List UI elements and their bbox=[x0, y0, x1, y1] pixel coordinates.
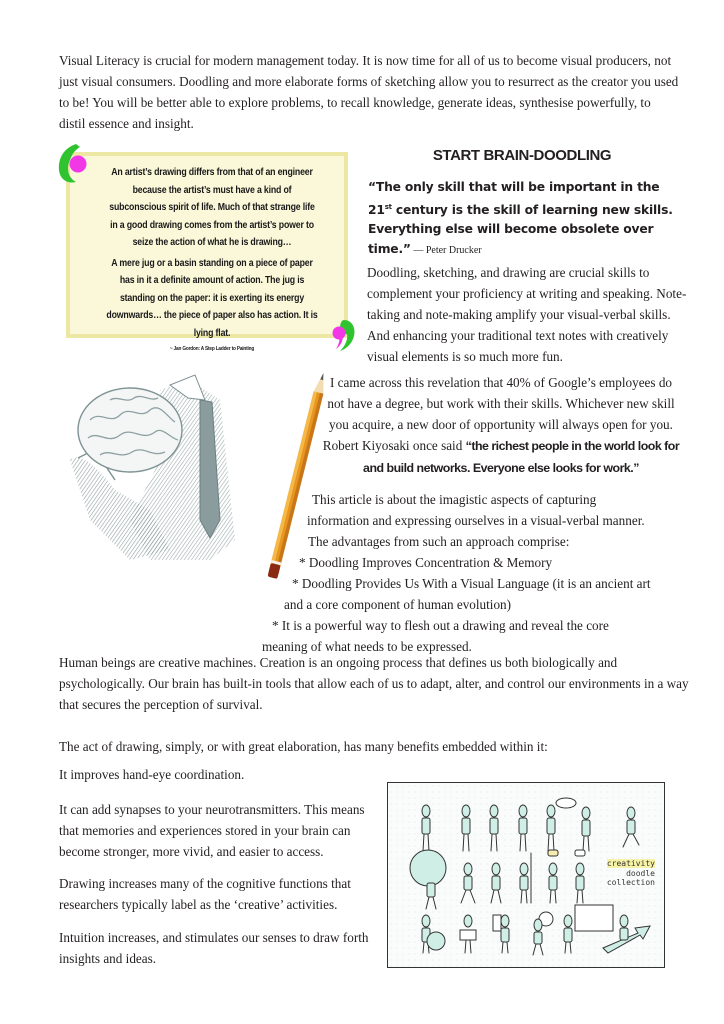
section-title: START BRAIN-DOODLING bbox=[432, 147, 612, 164]
human-beings-paragraph: Human beings are creative machines. Creation is an ongoing process that defines us both biologically and psychologically. Our brain has built-in tools that allow each of us to adapt, alter, and control our environments in a way that secures the perception of survival. bbox=[59, 655, 689, 712]
act-of-drawing-paragraph: The act of drawing, simply, or with great elaboration, has many benefits embedded within it: bbox=[59, 739, 548, 754]
quote-text bbox=[105, 164, 318, 354]
article-line: and a core component of human evolution) bbox=[284, 597, 512, 612]
advantage-item: * Doodling Provides Us With a Visual Language (it is an ancient art bbox=[292, 576, 651, 591]
synapses-paragraph: It can add synapses to your neurotransmitters. This means that memories and experiences stored in your brain can become stronger, more vivid, and easier to access. bbox=[59, 802, 365, 859]
kiyosaki-quote: “the richest people in the world look for and build networks. Everyone else looks for work.” bbox=[363, 439, 680, 475]
google-paragraph-text: I came across this revelation that 40% of Google’s employees do not have a degree, but work with their skills. Whichever new skill you acquire, a new door of opportunity will always open for you. Robert Kiyosaki once said bbox=[322, 375, 675, 453]
article-line: This article is about the imagistic aspects of capturing bbox=[312, 492, 597, 507]
drucker-quote-text-2: century is the skill of learning new skills. Everything else will become obsolete over time.” bbox=[368, 202, 673, 256]
open-quote-icon bbox=[56, 142, 90, 186]
advantage-item: * Doodling Improves Concentration & Memory bbox=[299, 555, 553, 570]
artist-quote-box bbox=[66, 152, 348, 352]
drucker-quote-text-1: “The only skill that will be important in the 21 bbox=[368, 180, 660, 217]
drucker-quote bbox=[368, 178, 678, 260]
article-line: information and expressing ourselves in a visual-verbal manner. bbox=[307, 513, 645, 528]
doodle-collection-label: creativity doodle collection bbox=[606, 859, 655, 887]
drucker-author: — Peter Drucker bbox=[410, 244, 482, 256]
hand-eye-paragraph: It improves hand-eye coordination. bbox=[59, 767, 245, 782]
article-line: meaning of what needs to be expressed. bbox=[262, 639, 472, 654]
close-quote-icon bbox=[330, 316, 358, 352]
quote-citation: ~ Jan Gordon: A Step Ladder to Painting bbox=[169, 346, 255, 352]
doodling-paragraph: Doodling, sketching, and drawing are crucial skills to complement your proficiency at writing and speaking. Note-taking and note-making amplify your visual-verbal skills. And enhancing your traditional text notes with creatively visual elements is so much more fun. bbox=[367, 265, 687, 364]
article-line: The advantages from such an approach comprise: bbox=[308, 534, 570, 549]
brain-in-hand-illustration bbox=[60, 360, 270, 570]
doodle-collection-image bbox=[387, 782, 665, 968]
quote-paragraph-2: A mere jug or a basin standing on a piece of paper has in it a definite amount of action. The jug is standing on the paper: it is exerting its energy downwards… the piece of paper also has action. It is lying flat. bbox=[106, 257, 318, 339]
quote-paragraph-1: An artist’s drawing differs from that of an engineer because the artist’s must have a kind of subconscious spirit of life. Much of that strange life in a good drawing comes from the artist’s power to seize the action of what he is drawing… bbox=[109, 167, 315, 248]
article-advantages bbox=[262, 489, 672, 657]
drucker-quote-sup: st bbox=[384, 202, 392, 211]
intuition-paragraph: Intuition increases, and stimulates our senses to draw forth insights and ideas. bbox=[59, 930, 369, 966]
advantage-item: * It is a powerful way to flesh out a drawing and reveal the core bbox=[272, 618, 609, 633]
intro-paragraph: Visual Literacy is crucial for modern management today. It is now time for all of us to become visual producers, not just visual consumers. Doodling and more elaborate forms of sketching allow you to resurrect as the creator you used to be! You will be better able to explore problems, to recall knowledge, generate ideas, synthesise powerfully, to distil essence and insight. bbox=[59, 53, 679, 131]
google-employees-paragraph bbox=[322, 372, 680, 479]
cognitive-paragraph: Drawing increases many of the cognitive functions that researchers typically label as the ‘creative’ activities. bbox=[59, 876, 351, 912]
